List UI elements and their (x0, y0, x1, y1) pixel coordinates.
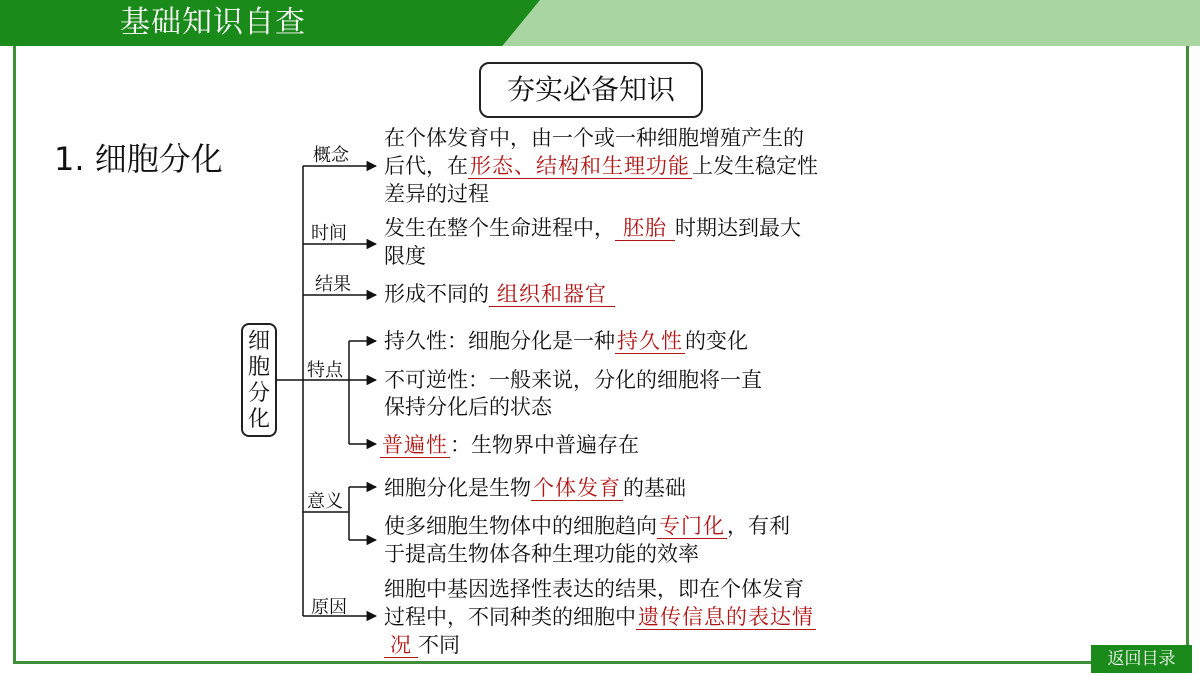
feature-3: 普遍性：生物界中普遍存在 (382, 433, 639, 457)
answer-blank: 遗传信息的表达情 (638, 605, 814, 629)
feature-2-line-1: 不可逆性：一般来说，分化的细胞将一直 (384, 368, 762, 392)
answer-blank: 组织和器官 (489, 282, 615, 307)
center-char: 分 (247, 381, 270, 406)
concept-line-3: 差异的过程 (384, 182, 489, 206)
center-char: 化 (247, 407, 270, 432)
concept-line-1: 在个体发育中，由一个或一种细胞增殖产生的 (384, 126, 804, 150)
main-heading: 1. 细胞分化 (54, 140, 223, 178)
result-line: 形成不同的 组织和器官 (384, 281, 615, 307)
branch-concept: 概念 (313, 145, 349, 166)
answer-blank: 持久性 (617, 329, 683, 353)
feature-2-line-2: 保持分化后的状态 (384, 395, 552, 419)
concept-line-2: 后代，在形态、结构和生理功能上发生稳定性 (384, 154, 818, 178)
answer-blank: 专门化 (659, 514, 725, 538)
answer-blank: 胚胎 (615, 216, 675, 241)
significance-1: 细胞分化是生物个体发育的基础 (384, 476, 686, 500)
branch-feature: 特点 (307, 360, 343, 381)
branch-result: 结果 (315, 274, 351, 295)
cause-line-3: 况 不同 (384, 632, 460, 658)
answer-blank: 个体发育 (533, 476, 621, 500)
answer-blank: 形态、结构和生理功能 (470, 154, 690, 178)
branch-time: 时间 (311, 223, 347, 244)
branch-significance: 意义 (307, 491, 343, 512)
significance-2-line-2: 于提高生物体各种生理功能的效率 (384, 542, 699, 566)
answer-blank: 普遍性 (382, 433, 448, 457)
time-line-2: 限度 (384, 244, 426, 268)
significance-2-line-1: 使多细胞生物体中的细胞趋向专门化，有利 (384, 514, 790, 538)
center-char: 胞 (247, 355, 270, 380)
time-line-1: 发生在整个生命进程中， 胚胎 时期达到最大 (384, 216, 801, 240)
cause-line-2: 过程中，不同种类的细胞中遗传信息的表达情 (384, 605, 814, 629)
center-char: 细 (247, 329, 270, 354)
header-title: 基础知识自查 (120, 5, 306, 40)
feature-1: 持久性：细胞分化是一种持久性的变化 (384, 329, 748, 353)
section-label: 夯实必备知识 (479, 62, 703, 118)
branch-cause: 原因 (311, 597, 347, 618)
answer-blank: 况 (384, 633, 418, 658)
back-to-contents-button[interactable]: 返回目录 (1091, 645, 1192, 673)
cause-line-1: 细胞中基因选择性表达的结果，即在个体发育 (384, 577, 804, 601)
